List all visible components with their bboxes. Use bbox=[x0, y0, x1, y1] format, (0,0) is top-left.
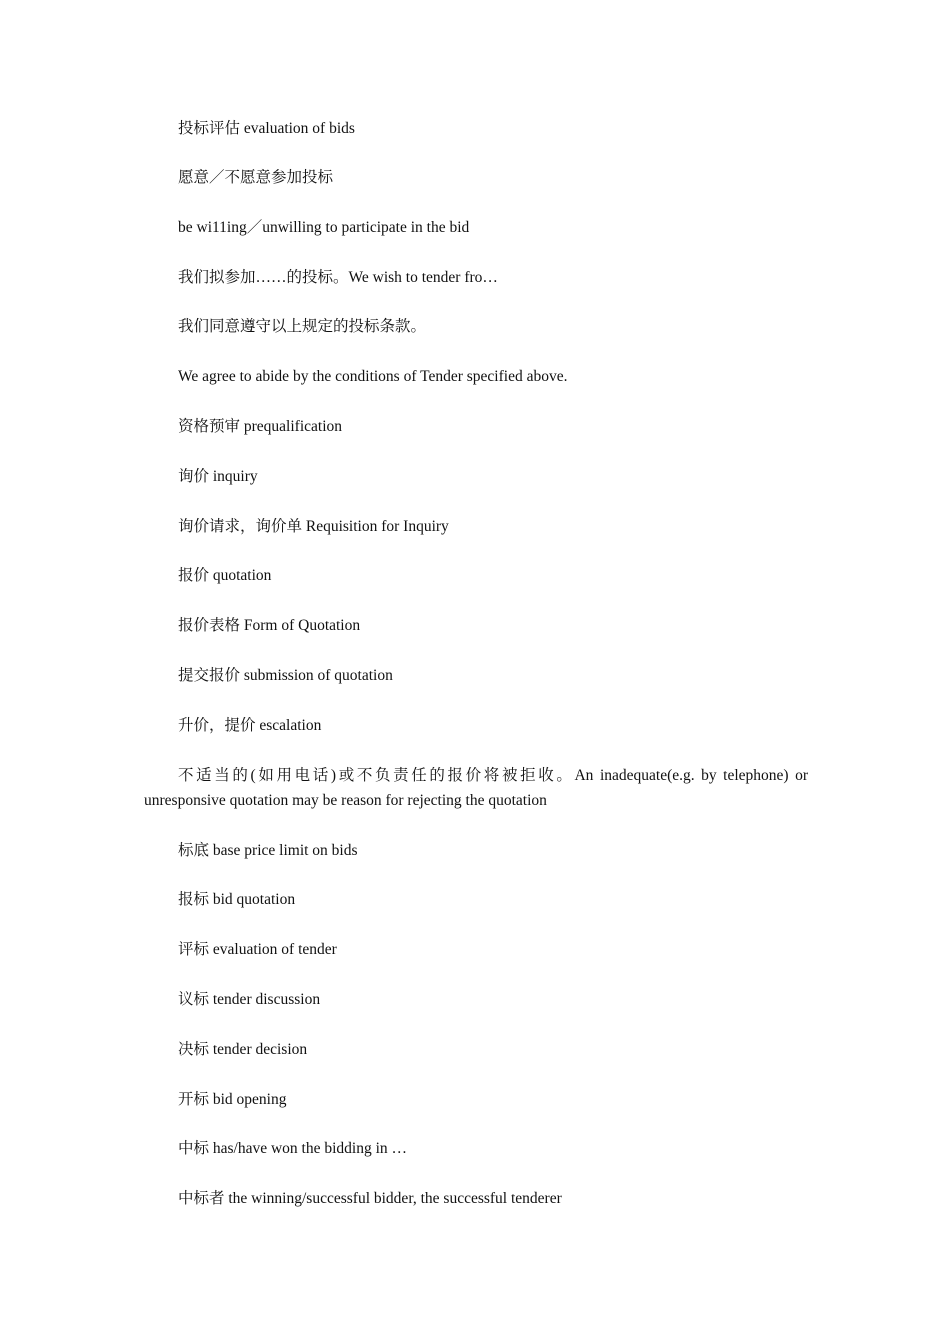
term-paragraph: 标底 base price limit on bids bbox=[178, 842, 358, 859]
term-paragraph: 愿意／不愿意参加投标 bbox=[178, 169, 334, 186]
term-paragraph: 评标 evaluation of tender bbox=[178, 941, 337, 958]
term-paragraph: 提交报价 submission of quotation bbox=[178, 667, 393, 684]
term-paragraph: 询价 inquiry bbox=[178, 468, 258, 485]
term-paragraph: 决标 tender decision bbox=[178, 1041, 308, 1058]
term-paragraph: 报标 bid quotation bbox=[178, 891, 296, 908]
term-paragraph: 投标评估 evaluation of bids bbox=[178, 120, 355, 137]
term-paragraph: 升价，提价 escalation bbox=[178, 717, 322, 734]
term-paragraph: 询价请求，询价单 Requisition for Inquiry bbox=[178, 518, 449, 535]
term-paragraph: 中标 has/have won the bidding in … bbox=[178, 1140, 408, 1157]
term-paragraph: 开标 bid opening bbox=[178, 1091, 287, 1108]
term-paragraph: 我们同意遵守以上规定的投标条款。 bbox=[178, 318, 427, 335]
term-paragraph: 中标者 the winning/successful bidder, the successful tenderer bbox=[178, 1190, 562, 1207]
term-paragraph: 报价表格 Form of Quotation bbox=[178, 617, 361, 634]
term-paragraph: 我们拟参加……的投标。We wish to tender fro… bbox=[178, 269, 498, 286]
term-paragraph: We agree to abide by the conditions of Tender specified above. bbox=[178, 368, 568, 385]
term-paragraph-multiline: 不适当的(如用电话)或不负责任的报价将被拒收。An inadequate(e.g. by telephone) or unresponsive quotation may be reason for rejecting the quotation bbox=[144, 767, 808, 809]
term-paragraph: 资格预审 prequalification bbox=[178, 418, 342, 435]
term-paragraph: be wi11ing／unwilling to participate in the bid bbox=[178, 219, 470, 236]
term-paragraph: 议标 tender discussion bbox=[178, 991, 321, 1008]
term-paragraph: 报价 quotation bbox=[178, 567, 272, 584]
